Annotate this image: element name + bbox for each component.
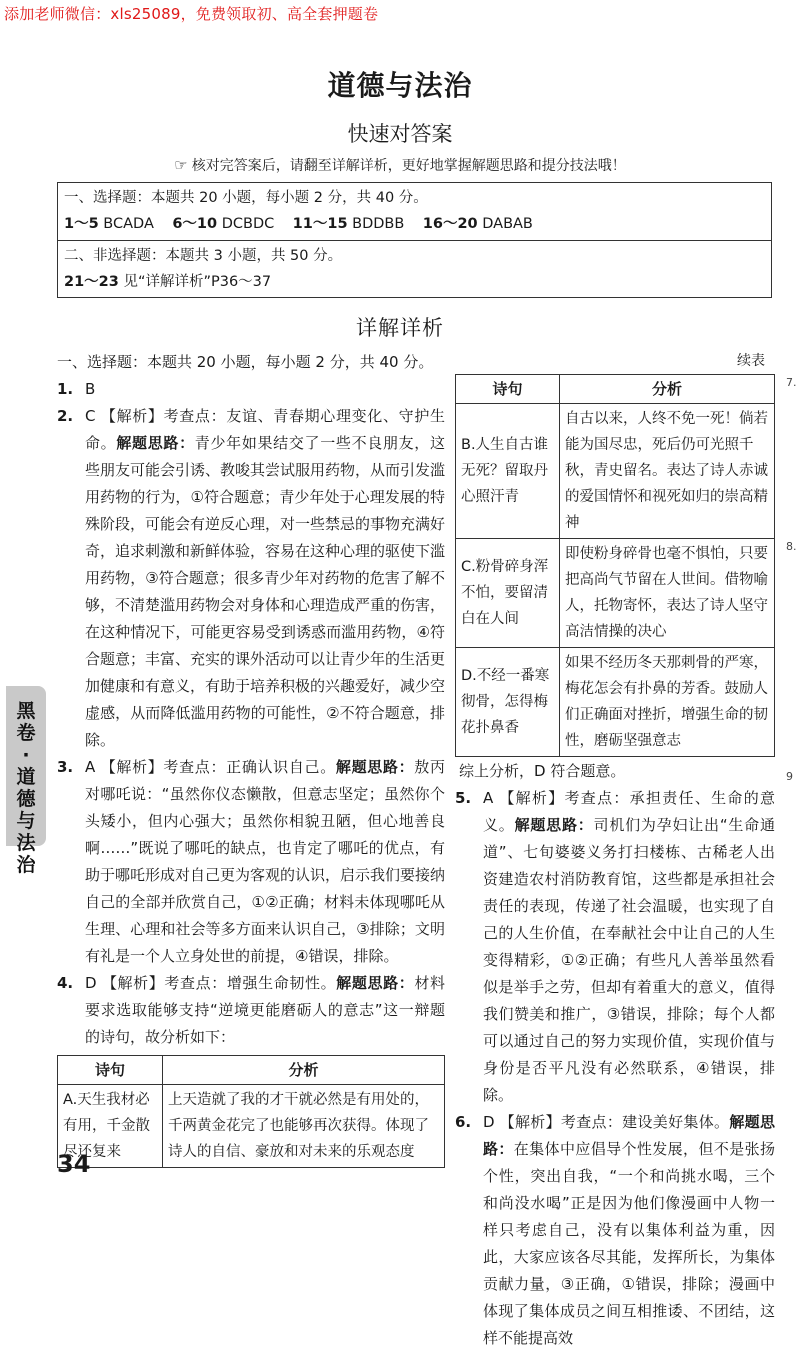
side-tab [6, 686, 46, 876]
side-tab-label: 黑卷·道德与法治 [16, 700, 36, 876]
table-row [456, 648, 775, 757]
question-3: 3. A 【解析】考查点：正确认识自己。解题思路：敖丙对哪吒说：“虽然你仪态懒散，但意志坚定；虽然你个头矮小，但内心强大；虽然你相貌丑陋，但心地善良啊……”既说了哪吒的缺点，也肯定了哪吒的优点，有助于哪吒形成对自己更为客观的认识，启示我们要接纳自己的全部并欣赏自己，①②正确；材料未体现哪吒从生理、心理和社会等多方面来认识自己，③排除；文明有礼是一个人立身处世的前提，④错误，排除。 [57, 758, 446, 965]
poem-table [57, 1055, 445, 1168]
table-row [456, 539, 775, 648]
hand-pointing-icon: ☞ [174, 156, 188, 174]
question-6: 6. D 【解析】考查点：建设美好集体。解题思路：在集体中应倡导个性发展，但不是张扬个性，突出自我，“一个和尚挑水喝，三个和尚没水喝”正是因为他们像漫画中人物一样只考虑自己，没有以集体利益为重，因此，大家应该各尽其能，发挥所长，为集体贡献力量，③正确，①错误，排除；漫画中体现了集体成员之间互相推诿、不团结，这样不能提高效 [455, 1113, 775, 1347]
table-cell-analysis: 如果不经历冬天那刺骨的严寒，梅花怎会有扑鼻的芳香。鼓励人们正确面对挫折，增强生命的韧性，磨砺坚强意志 [560, 648, 775, 757]
edge-mark: 8. [786, 540, 797, 553]
answer-part1-keys: 1～5 BCADA 6～10 DCBDC 11～15 BDDBB 16～20 DABAB [64, 216, 533, 232]
page-title: 道德与法治 [327, 69, 473, 102]
table-cell-poem: C.粉骨碎身浑不怕，要留清白在人间 [456, 539, 560, 648]
instruction-note [0, 155, 800, 175]
watermark-text: 添加老师微信：xls25089，免费领取初、高全套押题卷 [4, 5, 379, 23]
table-header-row [456, 375, 775, 404]
detail-section-title: 详解详析 [356, 316, 444, 340]
question-4: 4. D 【解析】考查点：增强生命韧性。解题思路：材料要求选取能够支持“逆境更能磨砺人的意志”这一辩题的诗句，故分析如下： [57, 974, 445, 1046]
table-cell-poem: A.天生我材必有用，千金散尽还复来 [58, 1085, 163, 1168]
left-column [57, 348, 445, 1168]
table-row [58, 1085, 445, 1168]
table-cell-poem: D.不经一番寒彻骨，怎得梅花扑鼻香 [456, 648, 560, 757]
table-cell-poem: B.人生自古谁无死？留取丹心照汗青 [456, 404, 560, 539]
edge-mark: 7. [786, 376, 797, 389]
quick-answer-title: 快速对答案 [347, 122, 453, 146]
table-header-row [58, 1056, 445, 1085]
table-continued-label: 续表 [737, 353, 765, 369]
answer-part2-head: 二、非选择题：本题共 3 小题，共 50 分。 [64, 248, 343, 264]
table-cell-analysis: 上天造就了我的才干就必然是有用处的，千两黄金花完了也能够再次获得。体现了诗人的自信、豪放和对未来的乐观态度 [163, 1085, 445, 1168]
table-summary: 综上分析，D 符合题意。 [459, 762, 626, 780]
poem-table-continued [455, 374, 775, 757]
table-cell-analysis: 即使粉身碎骨也毫不惧怕，只要把高尚气节留在人世间。借物喻人，托物寄怀，表达了诗人坚守高洁情操的决心 [560, 539, 775, 648]
question-1: 1. B [57, 380, 96, 398]
table-cell-analysis: 自古以来，人终不免一死！倘若能为国尽忠，死后仍可光照千秋，青史留名。表达了诗人赤诚的爱国情怀和视死如归的崇高精神 [560, 404, 775, 539]
table-header-analysis: 分析 [560, 375, 775, 404]
section1-heading: 一、选择题：本题共 20 小题，每小题 2 分，共 40 分。 [57, 353, 434, 371]
answer-key-box [57, 182, 772, 298]
edge-mark: 9 [786, 770, 793, 783]
answer-part1-head: 一、选择题：本题共 20 小题，每小题 2 分，共 40 分。 [64, 190, 428, 206]
table-header-poem: 诗句 [456, 375, 560, 404]
table-header-analysis: 分析 [163, 1056, 445, 1085]
question-5: 5. A 【解析】考查点：承担责任、生命的意义。解题思路：司机们为孕妇让出“生命通道”、七旬婆婆义务打扫楼栋、古稀老人出资建造农村消防教育馆，这些都是承担社会责任的表现，传递了社会温暖，也实现了自己的人生价值，在奉献社会中让自己的人生变得精彩，①②正确；有些凡人善举虽然看似是举手之劳，但却有着重大的意义，值得我们赞美和推广，③错误，排除；每个人都可以通过自己的努力实现价值，实现价值与身份是否平凡没有必然联系，④错误，排除。 [455, 789, 775, 1104]
question-2: 2. C 【解析】考查点：友谊、青春期心理变化、守护生命。解题思路：青少年如果结交了一些不良朋友，这些朋友可能会引诱、教唆其尝试服用药物，从而引发滥用药物的行为，①符合题意；青少年处于心理发展的特殊阶段，可能会有逆反心理，对一些禁忌的事物充满好奇，追求刺激和新鲜体验，容易在这种心理的驱使下滥用药物，③符合题意；很多青少年对药物的危害了解不够，不清楚滥用药物会对身体和心理造成严重的伤害，在这种情况下，可能更容易受到诱惑而滥用药物，④符合题意；丰富、充实的课外活动可以让青少年的生活更加健康和有意义，有助于培养积极的兴趣爱好，减少空虚感，从而降低滥用药物的可能性，②不符合题意，排除。 [57, 407, 446, 749]
table-row [456, 404, 775, 539]
page-number: 34 [57, 1150, 91, 1178]
answer-part2-ref: 21～23 见“详解详析”P36～37 [64, 274, 272, 290]
right-column [455, 348, 775, 1352]
table-header-poem: 诗句 [58, 1056, 163, 1085]
instruction-text: 核对完答案后，请翻至详解详析，更好地掌握解题思路和提分技法哦！ [191, 158, 626, 174]
answer-box-divider [58, 240, 771, 241]
